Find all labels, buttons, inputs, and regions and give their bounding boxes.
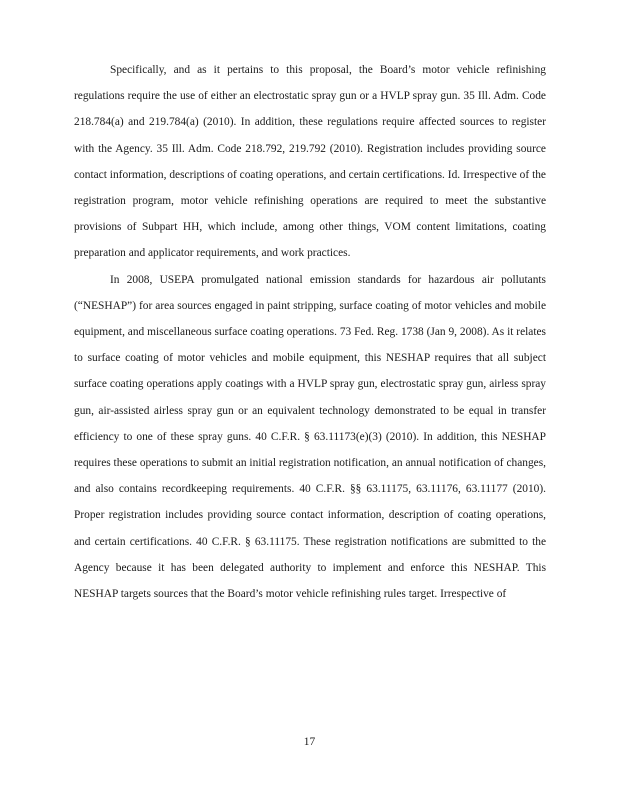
page-number: 17 xyxy=(303,736,316,748)
paragraph-motor-vehicle-refinishing-regulations: Specifically, and as it pertains to this proposal, the Board’s motor vehicle refinishing regulations require the use of either an electrostatic spray gun or a HVLP spray gun. 35 Ill. Adm. Code 218.784(a) and 219.784(a) (2010). In addition, these regulations require affected sources to register with the Agency. 35 Ill. Adm. Code 218.792, 219.792 (2010). Registration includes providing source contact information, descriptions of coating operations, and certain certifications. Id. Irrespective of the registration program, motor vehicle refinishing operations are required to meet the substantive provisions of Subpart HH, which include, among other things, VOM content limitations, coating preparation and applicator requirements, and work practices. xyxy=(74,64,546,260)
body-text xyxy=(74,57,546,607)
paragraph-neshap-area-sources: In 2008, USEPA promulgated national emission standards for hazardous air pollutants (“NESHAP”) for area sources engaged in paint stripping, surface coating of motor vehicles and mobile equipment, and miscellaneous surface coating operations. 73 Fed. Reg. 1738 (Jan 9, 2008). As it relates to surface coating of motor vehicles and mobile equipment, this NESHAP requires that all subject surface coating operations apply coatings with a HVLP spray gun, electrostatic spray gun, airless spray gun, air-assisted airless spray gun or an equivalent technology demonstrated to be equal in transfer efficiency to one of these spray guns. 40 C.F.R. § 63.11173(e)(3) (2010). In addition, this NESHAP requires these operations to submit an initial registration notification, an annual notification of changes, and also contains recordkeeping requirements. 40 C.F.R. §§ 63.11175, 63.11176, 63.11177 (2010). Proper registration includes providing source contact information, description of coating operations, and certain certifications. 40 C.F.R. § 63.11175. These registration notifications are submitted to the Agency because it has been delegated authority to implement and enforce this NESHAP. This NESHAP targets sources that the Board’s motor vehicle refinishing rules target. Irrespective of xyxy=(74,273,546,601)
